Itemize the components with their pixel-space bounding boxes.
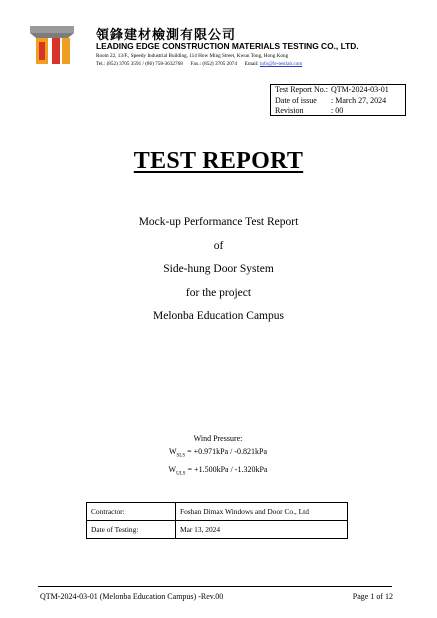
wind-uls-prefix: W [168, 464, 177, 474]
report-subtitle [0, 211, 437, 329]
wind-uls-value: = +1.500kPa / -1.320kPa [185, 464, 268, 474]
company-tel: Tel.: (852) 3705 3591 / (86) 758-3632768 [96, 60, 183, 67]
testing-date-row [87, 521, 348, 539]
report-number: QTM-2024-03-01 [331, 85, 389, 94]
revision-row [275, 106, 405, 117]
contractor-info-table [86, 502, 348, 539]
company-name-chinese: 領鋒建材檢測有限公司 [96, 28, 237, 43]
wind-uls-line [130, 463, 306, 481]
company-address-block [96, 53, 302, 68]
report-number-label: Test Report No.: [275, 85, 328, 94]
page-title: TEST REPORT [133, 148, 304, 174]
testing-date-value: Mar 13, 2024 [176, 521, 348, 539]
wind-uls-sub: ULS [176, 471, 186, 477]
subtitle-line-5: Melonba Education Campus [153, 310, 284, 322]
company-fax: Fax.: (852) 3705 2074 [190, 60, 237, 67]
revision: : 00 [331, 106, 344, 115]
contractor-row [87, 503, 348, 521]
subtitle-line-3: Side-hung Door System [163, 263, 274, 275]
footer-page-number: Page 1 of 12 [352, 592, 393, 601]
wind-sls-prefix: W [168, 447, 177, 456]
wind-sls-value: = +0.971kPa / -0.821kPa [185, 447, 268, 456]
footer-document-id: QTM-2024-03-01 (Melonba Education Campus) -Rev.00 [40, 592, 224, 601]
issue-date-row [275, 96, 405, 107]
company-contact-line [96, 61, 302, 69]
subtitle-line-1: Mock-up Performance Test Report [138, 216, 299, 228]
company-logo [28, 24, 76, 66]
testing-date-label: Date of Testing: [87, 521, 176, 539]
wind-pressure-heading: Wind Pressure: [193, 434, 243, 443]
wind-pressure-block [130, 432, 306, 480]
page-title-wrap [0, 148, 437, 175]
issue-date: : March 27, 2024 [331, 95, 387, 105]
report-meta-box [270, 84, 406, 116]
subtitle-line-4: for the project [185, 286, 252, 299]
contractor-value: Foshan Dimax Windows and Door Co., Ltd [176, 503, 348, 521]
report-number-row [275, 85, 405, 96]
revision-label: Revision [275, 106, 304, 115]
company-email-link[interactable]: info@le-testlab.com [259, 60, 303, 67]
company-address: Room 22, 13/F., Speedy Industrial Building, 114 How Ming Street, Kwun Tong, Hong Kong [96, 53, 289, 59]
subtitle-line-2: of [213, 239, 224, 252]
issue-date-label: Date of issue [275, 95, 317, 105]
company-email-label: Email: [244, 60, 259, 67]
wind-sls-sub: SLS [176, 453, 186, 459]
company-name-english: LEADING EDGE CONSTRUCTION MATERIALS TESTING CO., LTD. [96, 41, 359, 51]
wind-sls-line [130, 445, 306, 463]
contractor-label: Contractor: [87, 503, 176, 521]
footer-divider [38, 586, 392, 587]
